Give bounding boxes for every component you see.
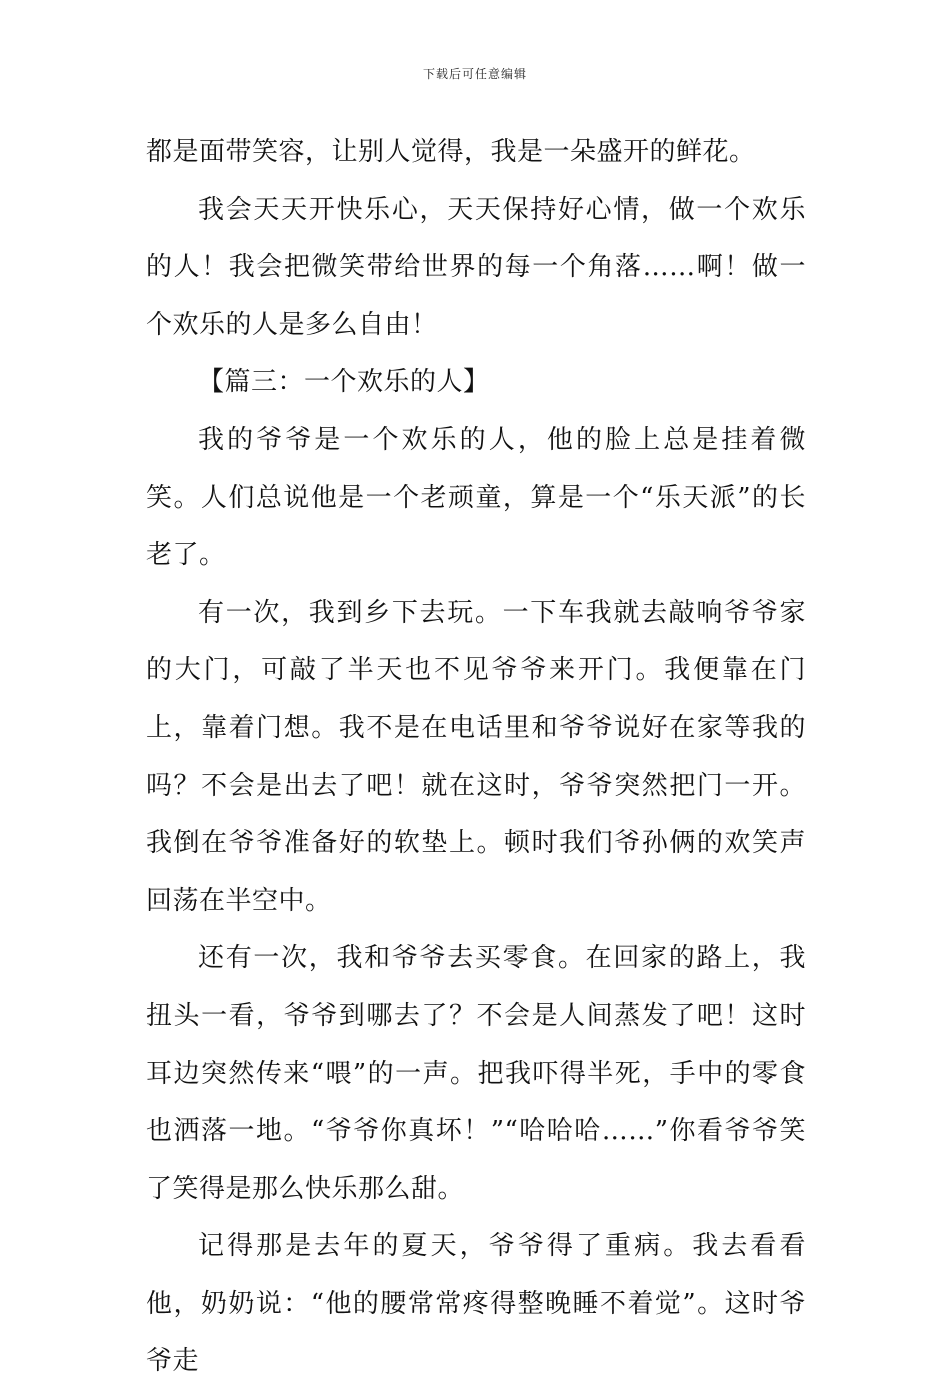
paragraph-continuation: 都是面带笑容，让别人觉得，我是一朵盛开的鲜花。 <box>146 137 756 167</box>
section-heading: 【篇三：一个欢乐的人】 <box>198 367 490 398</box>
paragraph-grandpa-intro: 我的爷爷是一个欢乐的人，他的脸上总是挂着微笑。人们总说他是一个老顽童，算是一个“乐天派”的长老了。 <box>146 424 806 571</box>
document-body <box>146 124 806 1391</box>
page-header: 下载后可任意编辑 <box>422 67 527 81</box>
paragraph-snack-trip: 还有一次，我和爷爷去买零食。在回家的路上，我扭头一看，爷爷到哪去了？不会是人间蒸发了吧！这时耳边突然传来“喂”的一声。把我吓得半死，手中的零食也洒落一地。“爷爷你真坏！”“哈哈哈……”你看爷爷笑了笑得是那么快乐那么甜。 <box>146 943 806 1204</box>
paragraph-happy-heart: 我会天天开快乐心，天天保持好心情，做一个欢乐的人！我会把微笑带给世界的每一个角落……啊！做一个欢乐的人是多么自由！ <box>146 194 806 340</box>
paragraph-countryside-visit: 有一次，我到乡下去玩。一下车我就去敲响爷爷家的大门，可敲了半天也不见爷爷来开门。我便靠在门上，靠着门想。我不是在电话里和爷爷说好在家等我的吗？不会是出去了吧！就在这时，爷爷突然把门一开。我倒在爷爷准备好的软垫上。顿时我们爷孙俩的欢笑声回荡在半空中。 <box>146 597 806 916</box>
paragraph-last-summer: 记得那是去年的夏天，爷爷得了重病。我去看看他，奶奶说：“他的腰常常疼得整晚睡不着觉”。这时爷爷走 <box>146 1231 806 1377</box>
